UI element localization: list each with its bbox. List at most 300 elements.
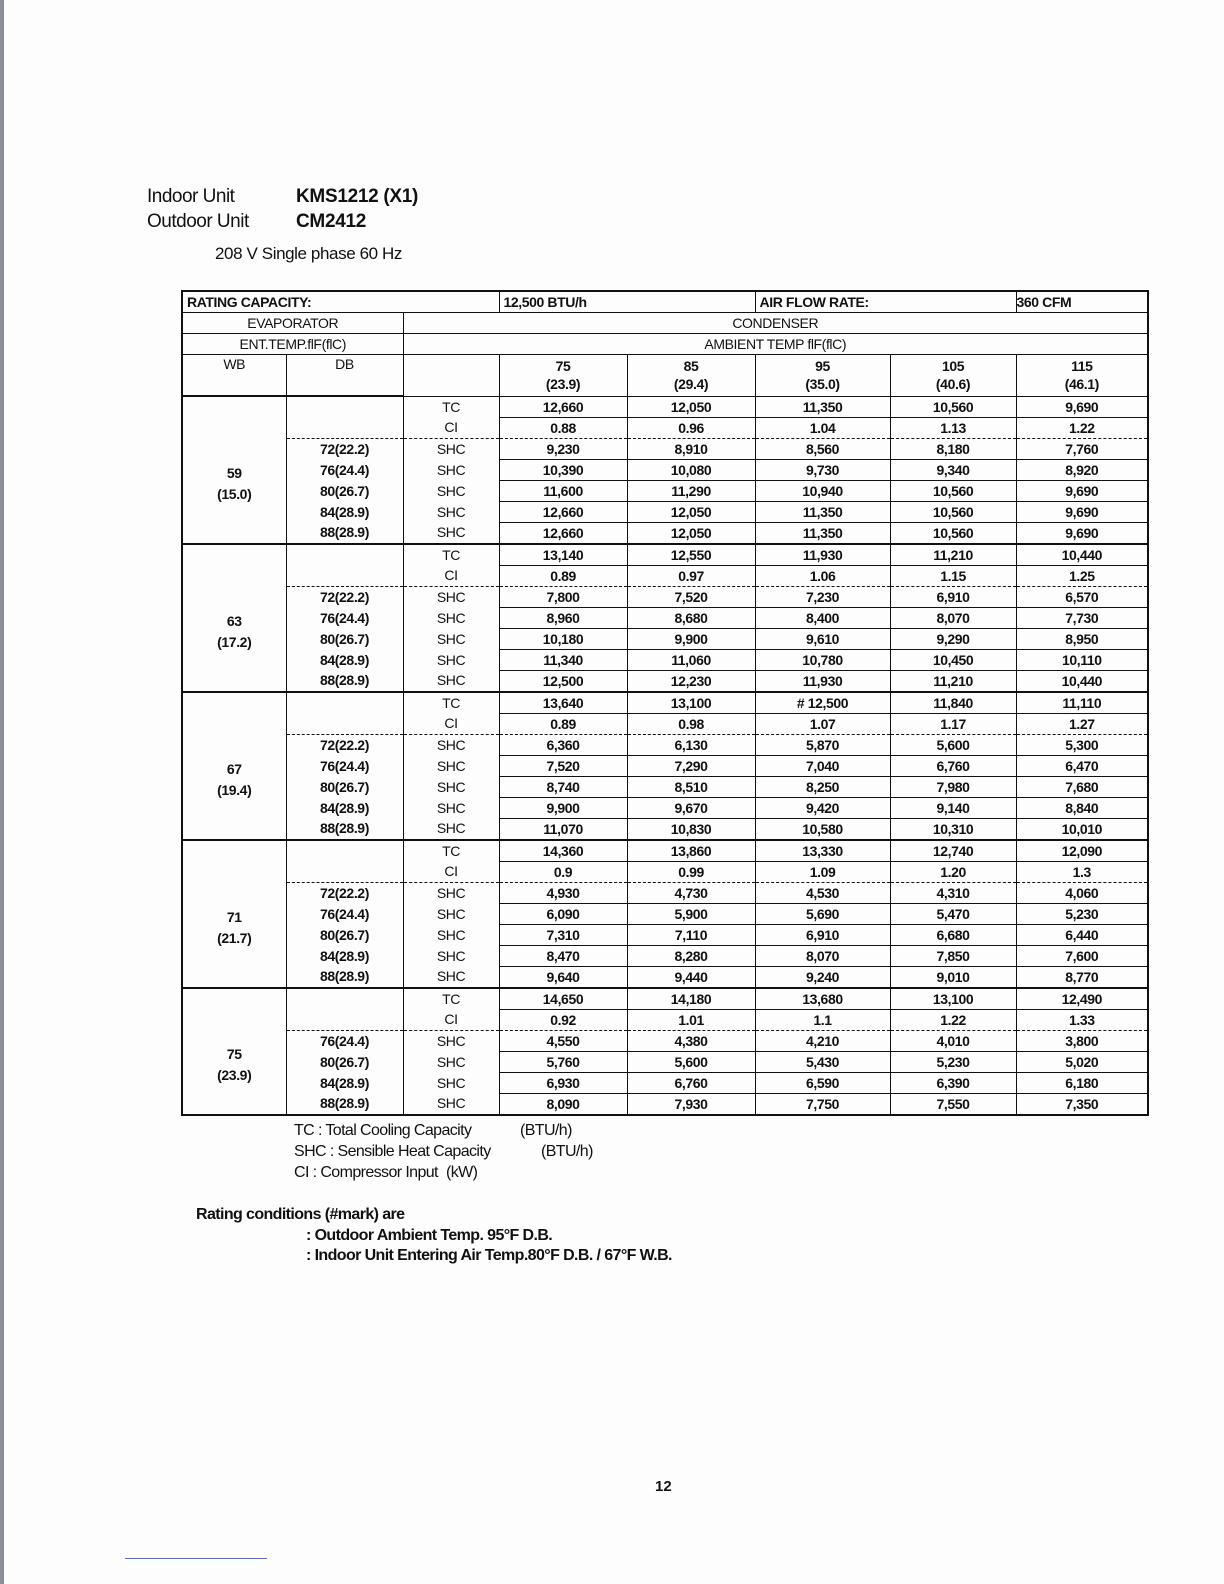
table-row [182,480,1148,501]
value-cell: 7,310 [499,924,627,945]
indoor-unit-value: KMS1212 (X1) [296,186,419,207]
air-flow-value: 360 CFM [1016,291,1148,313]
value-cell: 3,800 [1016,1030,1148,1051]
legend-item [294,1122,572,1140]
metric-cell: TC [403,840,499,862]
value-cell: 7,730 [1016,607,1148,628]
value-cell: 9,230 [499,438,627,459]
value-cell: 8,470 [499,945,627,966]
value-cell: 11,340 [499,649,627,670]
table-row [182,755,1148,776]
table-row [182,649,1148,670]
value-cell: 6,090 [499,903,627,924]
value-cell: 5,600 [627,1051,755,1072]
metric-cell: TC [403,396,499,417]
value-cell: 13,860 [627,840,755,862]
value-cell: 12,050 [627,501,755,522]
table-row [182,565,1148,586]
value-cell: 0.89 [499,565,627,586]
metric-cell: TC [403,692,499,714]
value-cell: 12,660 [499,501,627,522]
value-cell: 1.27 [1016,713,1148,734]
db-header: DB [286,355,403,397]
metric-cell: TC [403,988,499,1010]
db-temp-cell: 88(28.9) [286,1093,403,1115]
value-cell: 4,530 [755,882,890,903]
value-cell: 5,300 [1016,734,1148,755]
value-cell: 0.98 [627,713,755,734]
value-cell: 8,510 [627,776,755,797]
value-cell: 10,010 [1016,818,1148,840]
value-cell: 5,470 [890,903,1016,924]
value-cell: 10,180 [499,628,627,649]
value-cell: 14,360 [499,840,627,862]
value-cell: 0.89 [499,713,627,734]
value-cell: 7,520 [499,755,627,776]
table-row [182,522,1148,544]
value-cell: 11,210 [890,670,1016,692]
db-temp-cell: 72(22.2) [286,586,403,607]
wb-temp-cell [182,396,286,544]
value-cell: 7,040 [755,755,890,776]
table-row [182,882,1148,903]
metric-cell: SHC [403,607,499,628]
value-cell: 13,640 [499,692,627,714]
db-temp-cell: 80(26.7) [286,480,403,501]
value-cell: 9,670 [627,797,755,818]
legend-unit: (kW) [446,1164,478,1181]
value-cell: 10,450 [890,649,1016,670]
value-cell: 1.22 [1016,417,1148,438]
metric-cell: SHC [403,480,499,501]
value-cell: 11,110 [1016,692,1148,714]
capacity-table [181,290,1149,1116]
value-cell: 8,280 [627,945,755,966]
table-row [182,903,1148,924]
db-temp-cell: 80(26.7) [286,628,403,649]
ambient-temp-col [755,355,890,397]
table-row [182,734,1148,755]
condenser-header: CONDENSER [403,313,1148,334]
value-cell: 7,600 [1016,945,1148,966]
value-cell: 7,980 [890,776,1016,797]
value-cell: 7,760 [1016,438,1148,459]
value-cell: 8,960 [499,607,627,628]
value-cell: 10,440 [1016,670,1148,692]
ambient-temp-f: 115 [1071,358,1093,375]
metric-cell: CI [403,861,499,882]
value-cell: 9,340 [890,459,1016,480]
value-cell: 7,750 [755,1093,890,1115]
table-row [182,607,1148,628]
value-cell: 13,140 [499,544,627,566]
db-temp-cell: 76(24.4) [286,607,403,628]
value-cell: 7,550 [890,1093,1016,1115]
value-cell: 9,900 [627,628,755,649]
table-row [182,1093,1148,1115]
value-cell: 1.20 [890,861,1016,882]
value-cell: 8,070 [890,607,1016,628]
metric-cell: SHC [403,670,499,692]
value-cell: 12,090 [1016,840,1148,862]
value-cell: 1.22 [890,1009,1016,1030]
value-cell: 10,310 [890,818,1016,840]
value-cell: 9,690 [1016,480,1148,501]
wb-temp-c: (15.0) [217,485,252,502]
value-cell: 1.15 [890,565,1016,586]
outdoor-unit-value: CM2412 [296,211,367,232]
db-temp-cell: 80(26.7) [286,924,403,945]
ambient-temp-header: AMBIENT TEMP flF(flC) [403,334,1148,355]
value-cell: 5,900 [627,903,755,924]
value-cell: 7,520 [627,586,755,607]
value-cell: 10,830 [627,818,755,840]
value-cell: 8,250 [755,776,890,797]
metric-cell: SHC [403,1072,499,1093]
ambient-temp-c: (29.4) [673,376,709,393]
value-cell: 14,650 [499,988,627,1010]
db-temp-cell [286,396,403,417]
value-cell: 10,560 [890,480,1016,501]
value-cell: 4,730 [627,882,755,903]
wb-temp-cell [182,544,286,692]
value-cell: 12,500 [499,670,627,692]
table-row [182,840,1148,862]
table-row [182,1030,1148,1051]
value-cell: 7,290 [627,755,755,776]
metric-cell: SHC [403,755,499,776]
value-cell: 4,010 [890,1030,1016,1051]
value-cell: 1.13 [890,417,1016,438]
metric-cell: SHC [403,522,499,544]
air-flow-label: AIR FLOW RATE: [755,291,1016,313]
db-temp-cell [286,692,403,714]
metric-cell: SHC [403,882,499,903]
table-row [182,692,1148,714]
ambient-temp-col [890,355,1016,397]
value-cell: 11,210 [890,544,1016,566]
value-cell: 11,350 [755,501,890,522]
value-cell: 11,290 [627,480,755,501]
metric-cell: SHC [403,776,499,797]
db-temp-cell [286,861,403,882]
ambient-temp-col [1016,355,1148,397]
metric-cell: SHC [403,586,499,607]
wb-temp-f: 71 [226,908,242,925]
value-cell: 5,870 [755,734,890,755]
value-cell: 9,900 [499,797,627,818]
value-cell: 11,350 [755,522,890,544]
value-cell: 1.01 [627,1009,755,1030]
legend-text: TC : Total Cooling Capacity [294,1122,472,1139]
metric-cell: SHC [403,734,499,755]
table-row [182,797,1148,818]
value-cell: 1.17 [890,713,1016,734]
value-cell: 4,380 [627,1030,755,1051]
table-row [182,776,1148,797]
value-cell: 5,430 [755,1051,890,1072]
wb-temp-cell [182,840,286,988]
value-cell: 8,840 [1016,797,1148,818]
value-cell: 8,910 [627,438,755,459]
legend-text: SHC : Sensible Heat Capacity [294,1143,491,1160]
metric-cell: CI [403,1009,499,1030]
value-cell: 10,560 [890,396,1016,417]
value-cell: 9,640 [499,966,627,988]
indoor-unit-label: Indoor Unit [147,186,235,207]
table-row [182,818,1148,840]
table-row [182,501,1148,522]
metric-cell: SHC [403,459,499,480]
value-cell: 12,740 [890,840,1016,862]
metric-cell: SHC [403,501,499,522]
table-row [182,988,1148,1010]
value-cell: 1.06 [755,565,890,586]
value-cell: 6,180 [1016,1072,1148,1093]
value-cell: 0.92 [499,1009,627,1030]
value-cell: 4,550 [499,1030,627,1051]
value-cell: 1.3 [1016,861,1148,882]
value-cell: 12,050 [627,396,755,417]
wb-temp-c: (17.2) [217,633,252,650]
db-temp-cell: 88(28.9) [286,522,403,544]
metric-cell: SHC [403,1030,499,1051]
wb-temp-f: 75 [226,1046,242,1062]
ambient-temp-f: 75 [555,358,571,375]
db-temp-cell [286,1009,403,1030]
table-row [182,861,1148,882]
rating-row [182,291,1148,313]
wb-temp-f: 67 [226,760,242,777]
wb-temp-c: (21.7) [217,929,252,946]
value-cell: 0.99 [627,861,755,882]
db-temp-cell [286,713,403,734]
value-cell: 5,230 [1016,903,1148,924]
value-cell: 8,740 [499,776,627,797]
value-cell: 11,840 [890,692,1016,714]
value-cell: 1.25 [1016,565,1148,586]
value-cell: 5,690 [755,903,890,924]
db-temp-cell [286,840,403,862]
table-row [182,1051,1148,1072]
metric-header [403,355,499,397]
value-cell: 8,920 [1016,459,1148,480]
value-cell: 9,690 [1016,522,1148,544]
db-temp-cell: 76(24.4) [286,755,403,776]
ambient-temp-c: (40.6) [935,376,971,393]
ambient-temp-c: (46.1) [1064,376,1099,393]
value-cell: 9,420 [755,797,890,818]
value-cell: 12,660 [499,396,627,417]
page-number: 12 [655,1478,672,1495]
value-cell: 7,930 [627,1093,755,1115]
db-temp-cell: 84(28.9) [286,649,403,670]
rating-condition-indoor: : Indoor Unit Entering Air Temp.80°F D.B. / 67°F W.B. [306,1247,672,1264]
db-temp-cell [286,417,403,438]
db-temp-cell: 88(28.9) [286,966,403,988]
metric-cell: SHC [403,903,499,924]
value-cell: 1.09 [755,861,890,882]
outdoor-unit-label: Outdoor Unit [147,211,249,232]
footer-rule [125,1558,267,1559]
value-cell: 8,770 [1016,966,1148,988]
value-cell: 7,230 [755,586,890,607]
value-cell: 11,600 [499,480,627,501]
legend-unit: (BTU/h) [541,1143,593,1160]
metric-cell: SHC [403,945,499,966]
value-cell: 13,680 [755,988,890,1010]
value-cell: 11,930 [755,544,890,566]
wb-temp-cell [182,988,286,1115]
metric-cell: CI [403,417,499,438]
value-cell: 13,100 [627,692,755,714]
value-cell: 0.96 [627,417,755,438]
value-cell: 6,930 [499,1072,627,1093]
value-cell: 9,440 [627,966,755,988]
power-spec: 208 V Single phase 60 Hz [215,244,402,263]
db-temp-cell [286,565,403,586]
table-row [182,924,1148,945]
value-cell: 9,610 [755,628,890,649]
metric-cell: SHC [403,438,499,459]
table-row [182,966,1148,988]
wb-temp-cell [182,692,286,840]
wb-header: WB [182,355,286,397]
value-cell: 6,130 [627,734,755,755]
table-row [182,396,1148,417]
value-cell: 6,590 [755,1072,890,1093]
value-cell: 14,180 [627,988,755,1010]
db-temp-cell: 76(24.4) [286,1030,403,1051]
value-cell: 10,580 [755,818,890,840]
wb-temp-c: (19.4) [217,781,252,798]
value-cell: 12,050 [627,522,755,544]
value-cell: 12,490 [1016,988,1148,1010]
value-cell: 4,060 [1016,882,1148,903]
db-temp-cell: 88(28.9) [286,670,403,692]
value-cell: 9,690 [1016,501,1148,522]
value-cell: 6,760 [890,755,1016,776]
value-cell: 9,010 [890,966,1016,988]
value-cell: 4,310 [890,882,1016,903]
legend-item [294,1164,478,1182]
metric-cell: SHC [403,818,499,840]
db-temp-cell: 84(28.9) [286,1072,403,1093]
value-cell: 9,140 [890,797,1016,818]
db-temp-cell: 76(24.4) [286,459,403,480]
wb-temp-f: 59 [226,464,242,481]
value-cell: 1.33 [1016,1009,1148,1030]
value-cell: 7,850 [890,945,1016,966]
ambient-temp-f: 105 [941,358,965,375]
value-cell: 11,070 [499,818,627,840]
value-cell: 12,550 [627,544,755,566]
temp-label-row [182,334,1148,355]
table-row [182,586,1148,607]
value-cell: 1.1 [755,1009,890,1030]
value-cell: 10,780 [755,649,890,670]
rating-capacity-label: RATING CAPACITY: [182,291,499,313]
value-cell: 6,360 [499,734,627,755]
value-cell: 0.97 [627,565,755,586]
value-cell: 8,560 [755,438,890,459]
metric-cell: SHC [403,628,499,649]
rating-condition-outdoor: : Outdoor Ambient Temp. 95°F D.B. [306,1227,553,1244]
ambient-temp-col [627,355,755,397]
metric-cell: SHC [403,966,499,988]
value-cell: 8,070 [755,945,890,966]
value-cell: 9,290 [890,628,1016,649]
value-cell: 7,800 [499,586,627,607]
metric-cell: SHC [403,797,499,818]
legend-item [294,1143,593,1161]
value-cell: 8,180 [890,438,1016,459]
ambient-temp-c: (35.0) [805,376,840,393]
value-cell: 13,330 [755,840,890,862]
db-temp-cell: 80(26.7) [286,1051,403,1072]
value-cell: 8,680 [627,607,755,628]
legend-unit: (BTU/h) [520,1122,572,1139]
value-cell: 6,390 [890,1072,1016,1093]
rating-capacity-value: 12,500 BTU/h [499,291,755,313]
value-cell: 7,350 [1016,1093,1148,1115]
rating-conditions-title: Rating conditions (#mark) are [196,1206,405,1223]
value-cell: 8,400 [755,607,890,628]
wb-temp-c: (23.9) [217,1067,252,1083]
value-cell: 10,080 [627,459,755,480]
table-row [182,713,1148,734]
value-cell: 8,090 [499,1093,627,1115]
value-cell: 11,350 [755,396,890,417]
value-cell: 12,230 [627,670,755,692]
table-row [182,1072,1148,1093]
value-cell: 6,570 [1016,586,1148,607]
db-temp-cell: 88(28.9) [286,818,403,840]
value-cell: 5,020 [1016,1051,1148,1072]
value-cell: 4,210 [755,1030,890,1051]
value-cell: 10,560 [890,501,1016,522]
value-cell: 6,760 [627,1072,755,1093]
db-temp-cell [286,544,403,566]
table-row [182,1009,1148,1030]
value-cell: 6,910 [755,924,890,945]
table-row [182,438,1148,459]
value-cell: 10,940 [755,480,890,501]
db-temp-cell: 72(22.2) [286,438,403,459]
db-temp-cell: 80(26.7) [286,776,403,797]
page-edge [0,0,4,1584]
ambient-temp-row [182,355,1148,397]
value-cell: 8,950 [1016,628,1148,649]
metric-cell: SHC [403,1051,499,1072]
value-cell: 7,110 [627,924,755,945]
db-temp-cell: 84(28.9) [286,501,403,522]
metric-cell: CI [403,713,499,734]
value-cell: 5,600 [890,734,1016,755]
table-row [182,459,1148,480]
value-cell: 9,240 [755,966,890,988]
db-temp-cell: 72(22.2) [286,734,403,755]
legend-text: CI : Compressor Input [294,1164,438,1181]
metric-cell: CI [403,565,499,586]
value-cell: 5,230 [890,1051,1016,1072]
value-cell: 0.88 [499,417,627,438]
db-temp-cell: 72(22.2) [286,882,403,903]
metric-cell: TC [403,544,499,566]
value-cell: 0.9 [499,861,627,882]
metric-cell: SHC [403,649,499,670]
db-temp-cell: 76(24.4) [286,903,403,924]
